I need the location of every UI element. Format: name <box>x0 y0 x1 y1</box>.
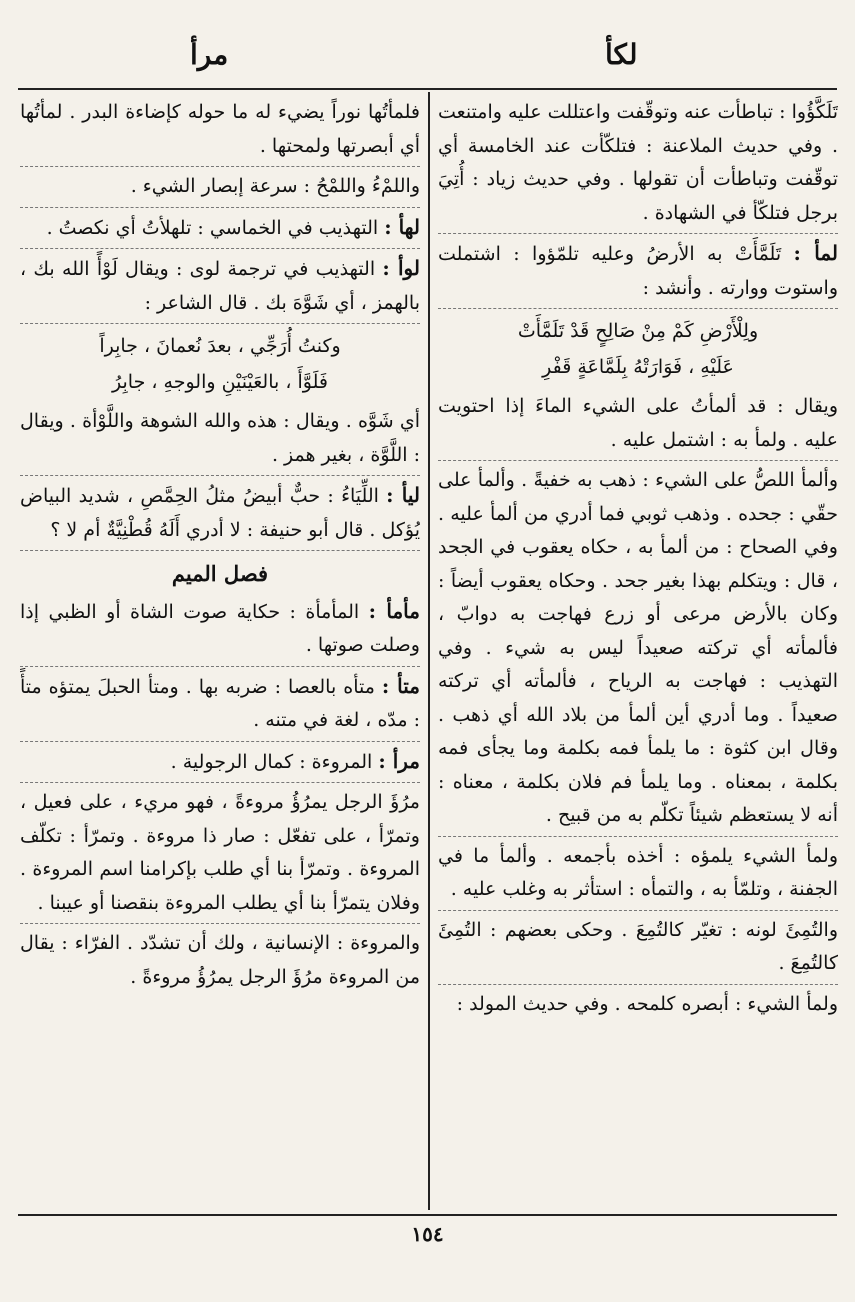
entry-text: اللِّيَاءُ : حبٌّ أبيضُ مثلُ الحِمَّصِ ، شديد البياض يُؤكل . قال أبو حنيفة : لا أدري أَلَهُ قُطْنِيَّةٌ أم لا ؟ <box>20 485 420 541</box>
entry-text: والتُمِئَ لونه : تغيّر كالتُمِعَ . وحكى بعضهم : التُمِئَ كالتُمِعَ . <box>438 918 838 974</box>
entry-text: تَلَكَّؤُوا : تباطأت عنه وتوقّفت واعتللت عليه وامتنعت . وفي حديث الملاعنة : فتلكّأت عند الخامسة أي توقّفت وتباطأت أن تقولها . وفي حديث زياد : أُتِيَ برجل فتلكّأ في الشهادة . <box>438 101 838 224</box>
dictionary-entry <box>20 670 420 742</box>
dictionary-entry <box>20 405 420 476</box>
entry-text: ويقال : قد ألمأتُ على الشيء الماءَ إذا احتويت عليه . ولمأ به : اشتمل عليه . <box>438 395 838 451</box>
entry-text: مرُؤَ الرجل يمرُؤُ مروءةً ، فهو مريء ، على فعيل ، وتمرّأ ، على تفعّل : صار ذا مروءة . وتمرّأ : تكلّف المروءة . وتمرّأ بنا أي طلب بإكرامنا اسم المروءة . وفلان يتمرّأ بنا أي يطلب المروءة بنقصنا أو عيبنا . <box>20 791 420 914</box>
page-number: ١٥٤ <box>411 1222 444 1246</box>
verse <box>20 330 420 399</box>
entry-headword: لمأ : <box>793 241 838 265</box>
dictionary-entry <box>438 988 838 1025</box>
footer-rule <box>18 1214 837 1216</box>
dictionary-entry <box>20 927 420 997</box>
dictionary-entry <box>438 840 838 911</box>
verse-line: عَلَيْهِ ، فَوَارَتْهُ بِلَمَّاعَةٍ قَفْرِ <box>542 355 734 378</box>
verse <box>438 315 838 384</box>
verse-line: وكنتُ أُرَجِّي ، بعدَ نُعمانَ ، جابِراً <box>99 335 341 357</box>
entry-text: ولمأ الشيء يلمؤه : أخذه بأجمعه . وألمأ ما في الجفنة ، وتلمّأ به ، والتمأه : استأثر به وغلب عليه . <box>438 844 838 900</box>
entry-headword: مأمأ : <box>368 598 420 623</box>
entry-text: التهذيب في الخماسي : تلهلأتُ أي نكصتُ . <box>46 216 379 239</box>
dictionary-entry <box>20 252 420 324</box>
dictionary-entry <box>20 786 420 924</box>
entry-text: فلمأتُها نوراً يضيء له ما حوله كإضاءة البدر . لمأتُها أي أبصرتها ولمحتها . <box>20 101 420 157</box>
page-header <box>0 0 855 90</box>
entry-headword: لهأ : <box>384 214 420 239</box>
entry-text: المروءة : كمال الرجولية . <box>170 750 373 773</box>
entry-headword: لوأ : <box>382 256 420 280</box>
dictionary-entry <box>438 96 838 234</box>
running-head-left: مرأ <box>190 38 229 71</box>
dictionary-entry <box>20 96 420 167</box>
verse-line: فَلَوَّأَ ، بالعَيْنَيْنِ والوجهِ ، جابِرُ <box>112 370 328 393</box>
dictionary-entry <box>20 170 420 208</box>
dictionary-entry <box>20 211 420 250</box>
dictionary-entry <box>438 464 838 837</box>
header-rule <box>18 88 837 90</box>
dictionary-entry <box>20 479 420 551</box>
entry-text: ولمأ الشيء : أبصره كلمحه . وفي حديث المولد : <box>456 992 838 1015</box>
section-title: فصل الميم <box>171 561 269 586</box>
entry-text: تَلَمَّأَتْ به الأرضُ وعليه تلمّؤوا : اشتملت واستوت ووارته . وأنشد : <box>438 243 838 299</box>
verse-line: ولِلْأَرْضِ كَمْ مِنْ صَالِحٍ قَدْ تَلَمَّأَتْ <box>517 320 759 342</box>
entry-text: والمروءة : الإنسانية ، ولك أن تشدّد . الفرّاء : يقال من المروءة مرُؤَ الرجل يمرُؤُ مروءةً . <box>20 932 420 988</box>
entry-text: المأمأة : حكاية صوت الشاة أو الظبي إذا وصلت صوتها . <box>20 600 420 656</box>
dictionary-entry <box>438 914 838 985</box>
running-head-right: لكأ <box>605 38 638 71</box>
dictionary-entry <box>20 745 420 784</box>
dictionary-entry <box>20 595 420 667</box>
entry-text: التهذيب في ترجمة لوى : ويقال لَوْأً الله بك ، بالهمز ، أي شَوَّهَ بك . قال الشاعر : <box>20 258 420 314</box>
right-column <box>438 96 838 1208</box>
left-column <box>20 96 420 1208</box>
entry-text: واللمْءُ واللمْحُ : سرعة إبصار الشيء . <box>130 175 420 197</box>
dictionary-entry <box>438 390 838 461</box>
entry-headword: ليأ : <box>386 483 420 507</box>
entry-text: أي شَوَّه . ويقال : هذه والله الشوهة واللَّوْأة . ويقال : اللَّوَّة ، بغير همز . <box>20 410 420 466</box>
column-divider <box>428 92 430 1210</box>
dictionary-entry <box>438 237 838 309</box>
entry-text: وألمأ اللصُّ على الشيء : ذهب به خفيةً . وألمأ على حقّي : جحده . وذهب ثوبي فما أدري من ألمأ عليه . وفي الصحاح : من ألمأ به ، حكاه يعقوب في الجحد ، قال : ويتكلم بهذا بغير جحد . وحكاه يعقوب أيضاً : وكان بالأرض مرعى أو زرع فهاجت به دوابّ ، فألمأته أي تركته صعيداً ليس به شيء . وفي التهذيب : فهاجت به الرياح ، فألمأته أي تركته صعيداً . وما أدري أين ألمأ من بلاد الله أي ذهب . وقال ابن كثوة : ما يلمأ فمه بكلمة وما يجأى فمه بكلمة ، بمعناه . وما يلمأ فم فلان بكلمة ، معناه : أنه لا يستعظم شيئاً تكلّم به من قبيح . <box>438 469 838 826</box>
entry-headword: مرأ : <box>378 748 420 773</box>
entry-headword: متأ : <box>381 673 420 698</box>
entry-text: متأه بالعصا : ضربه بها . ومتأ الحبلَ يمتؤه متأً : مدّه ، لغة في متنه . <box>20 675 420 731</box>
